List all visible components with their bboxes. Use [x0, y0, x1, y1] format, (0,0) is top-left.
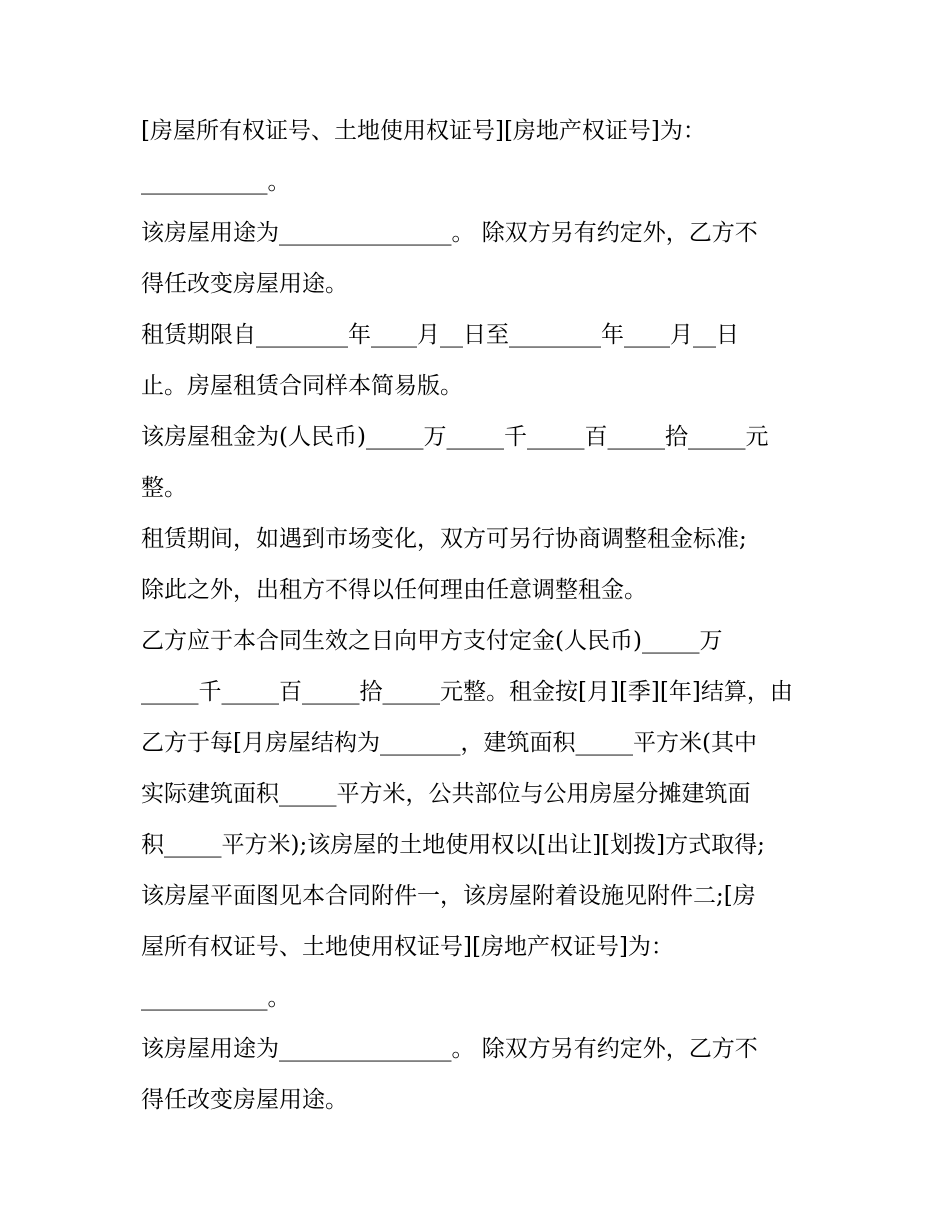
- text-line: [房屋所有权证号、土地使用权证号][房地产权证号]为：: [141, 118, 706, 144]
- text-line: 得任改变房屋用途。: [141, 271, 348, 297]
- text-line: 租赁期间，如遇到市场变化，双方可另行协商调整租金标准;: [141, 526, 747, 552]
- text-line: 该房屋用途为_______________。 除双方另有约定外，乙方不: [141, 1036, 758, 1062]
- text-line: 屋所有权证号、土地使用权证号][房地产权证号]为：: [141, 934, 674, 960]
- text-line: 该房屋用途为_______________。 除双方另有约定外，乙方不: [141, 220, 758, 246]
- text-line: 该房屋租金为(人民币)_____万_____千_____百_____拾_____元: [141, 424, 769, 450]
- text-line: 积_____平方米);该房屋的土地使用权以[出让][划拨]方式取得;: [141, 832, 765, 858]
- text-line: 乙方应于本合同生效之日向甲方支付定金(人民币)_____万: [141, 628, 723, 654]
- text-line: 整。: [141, 475, 187, 501]
- text-line: 该房屋平面图见本合同附件一，该房屋附着设施见附件二;[房: [141, 883, 756, 909]
- text-line: 止。房屋租赁合同样本简易版。: [141, 373, 463, 399]
- text-line: 除此之外，出租方不得以任何理由任意调整租金。: [141, 577, 647, 603]
- text-line: ___________。: [141, 985, 291, 1011]
- text-line: 乙方于每[月房屋结构为_______，建筑面积_____平方米(其中: [141, 730, 757, 756]
- document-body: [141, 106, 821, 1126]
- text-line: _____千_____百_____拾_____元整。租金按[月][季][年]结算，由: [141, 679, 793, 705]
- text-line: 租赁期限自________年____月__日至________年____月__日: [141, 322, 739, 348]
- text-line: ___________。: [141, 169, 291, 195]
- text-line: 实际建筑面积_____平方米，公共部位与公用房屋分摊建筑面: [141, 781, 751, 807]
- text-line: 得任改变房屋用途。: [141, 1087, 348, 1113]
